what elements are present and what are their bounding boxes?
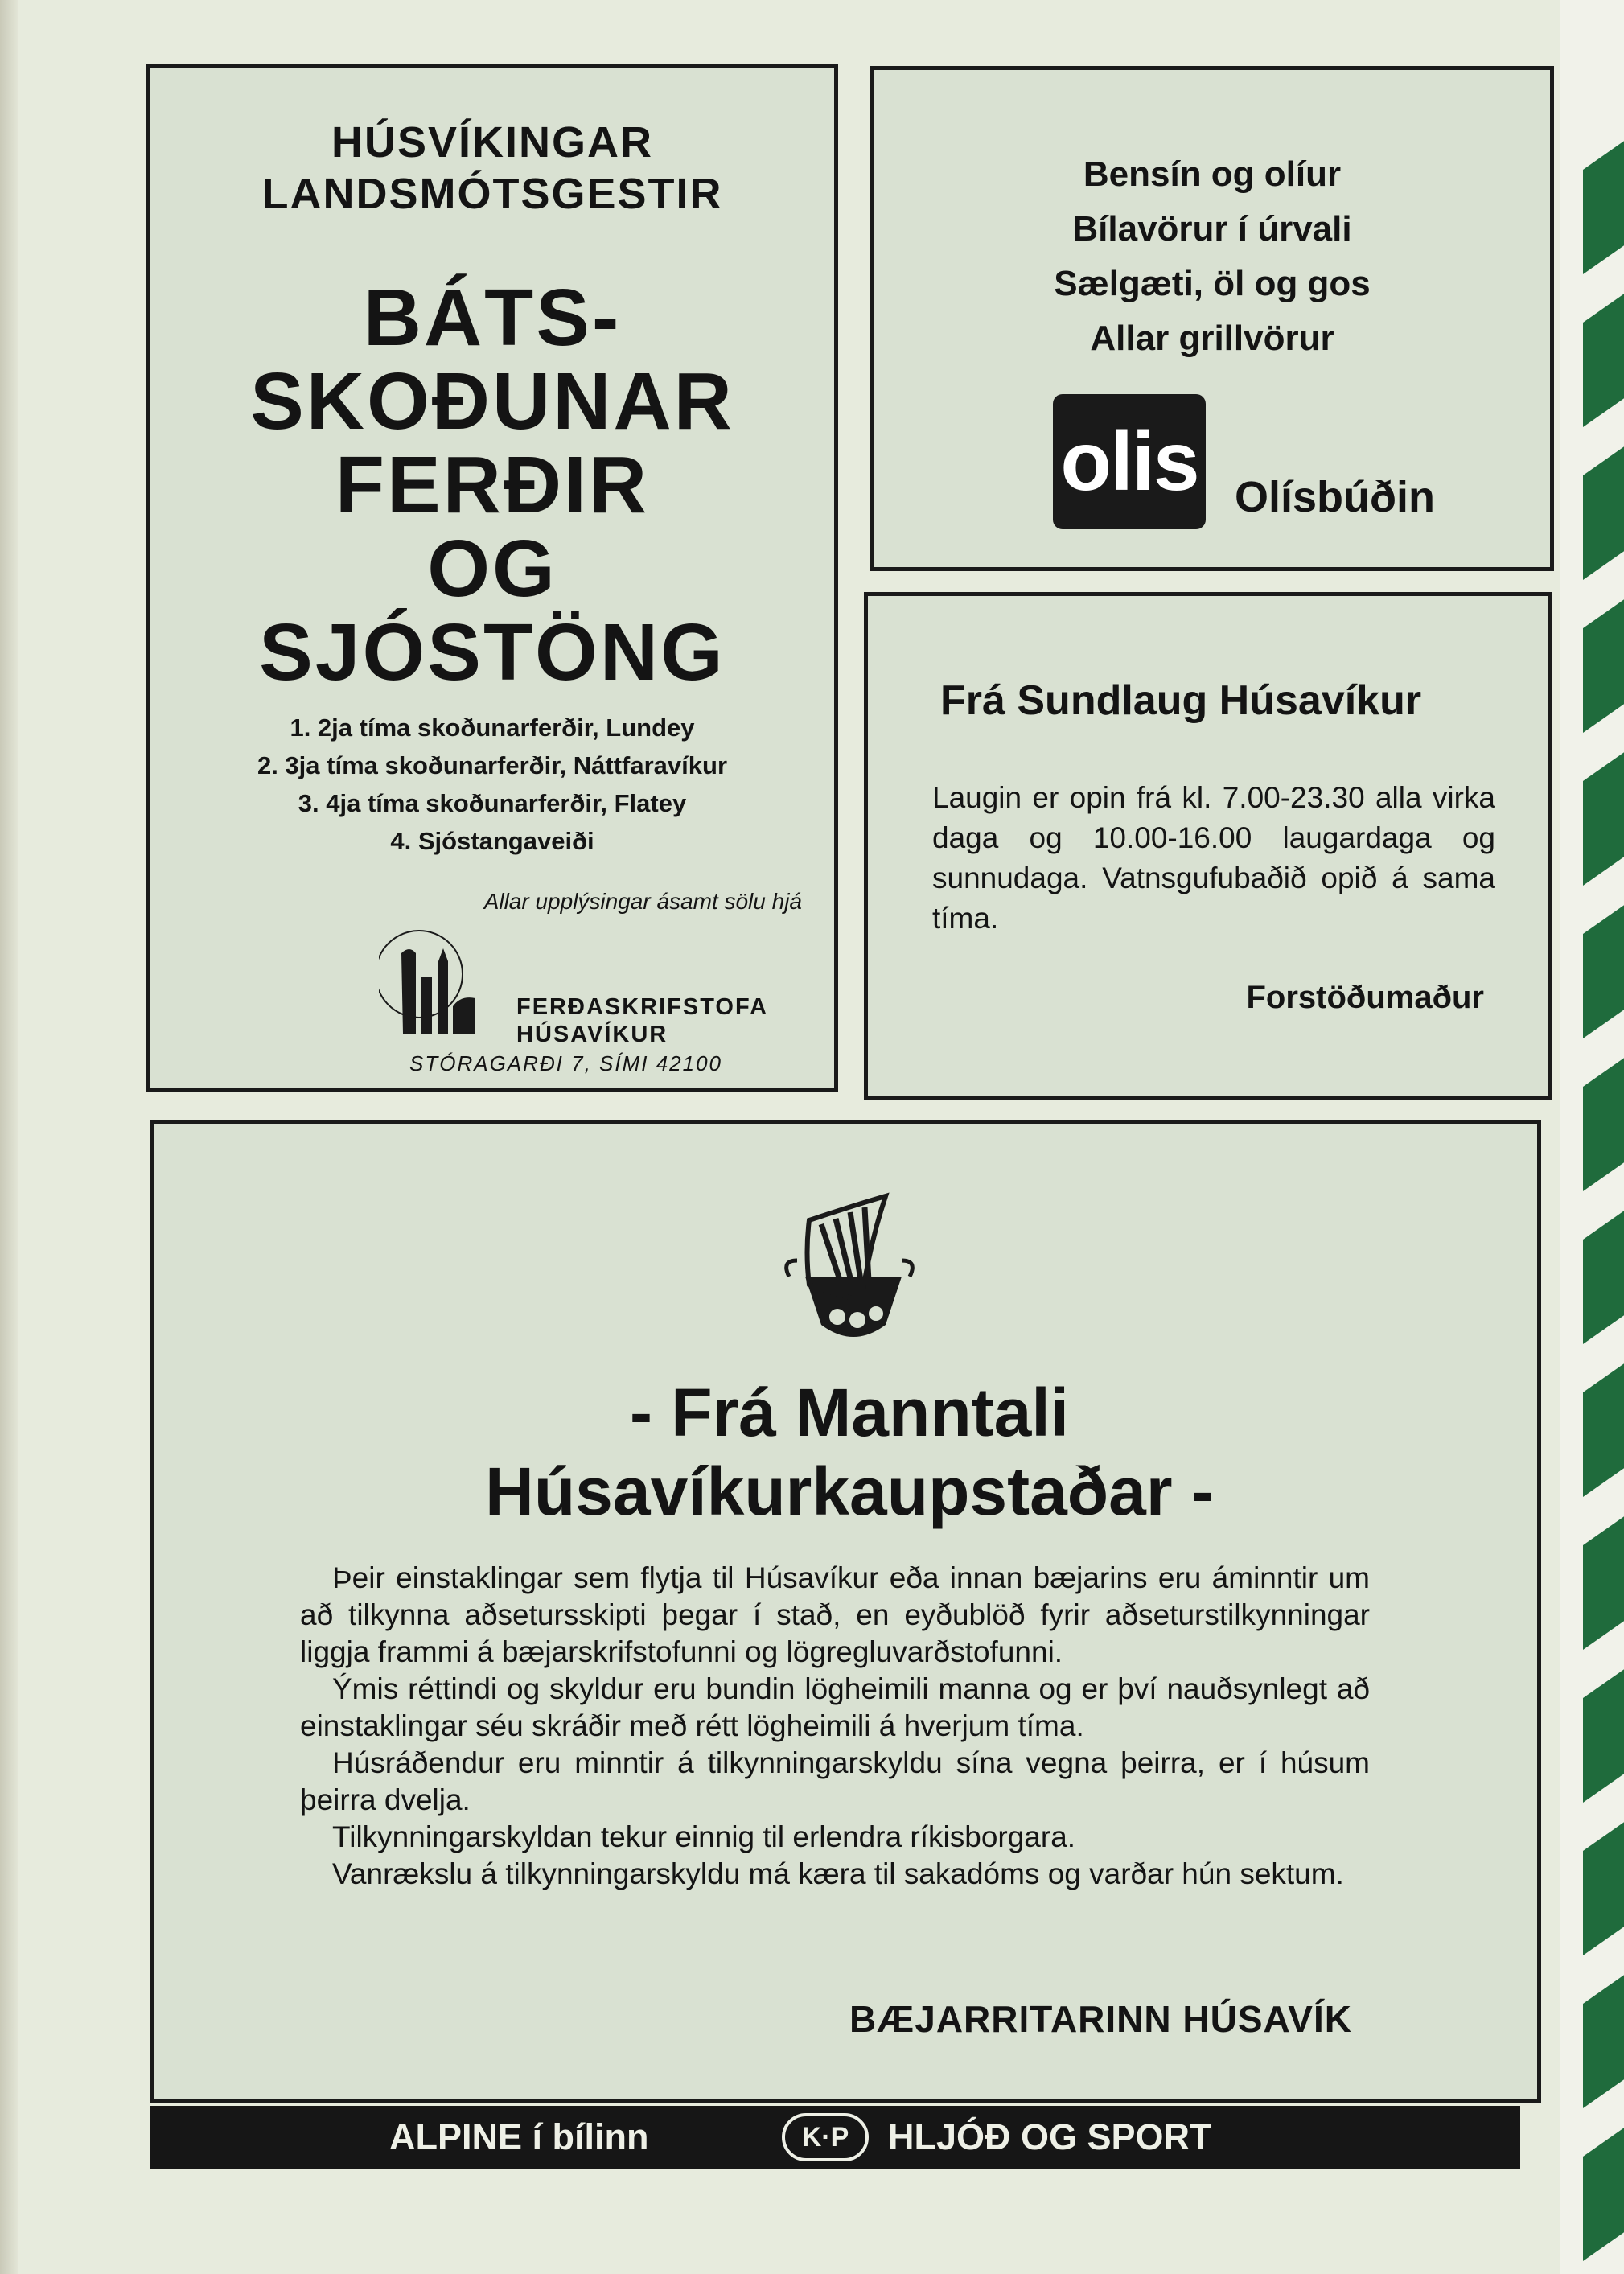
census-paragraph: Ýmis réttindi og skyldur eru bundin lögheimili manna og er því nauðsynlegt að einstaklingar séu skráðir með rétt lögheimili á hverjum tíma. (300, 1672, 1370, 1742)
list-item: 2. 3ja tíma skoðunarferðir, Náttfaravíkur (257, 751, 728, 779)
boat-tour-ad (146, 64, 838, 1092)
pool-hours-text: Laugin er opin frá kl. 7.00-23.30 alla virka daga og 10.00-16.00 laugardaga og sunnudaga. Vatnsgufubaðið opið á sama tíma. (932, 781, 1495, 935)
headline-big-line: SJÓSTÖNG (259, 607, 726, 697)
service-item: Sælgæti, öl og gos (1054, 264, 1371, 303)
list-item: 4. Sjóstangaveiði (390, 827, 594, 855)
shop-name: Olísbúðin (1235, 473, 1435, 521)
headline-line: LANDSMÓTSGESTIR (261, 170, 723, 218)
edge-stripe (1583, 900, 1624, 1038)
census-paragraph: Húsráðendur eru minntir á tilkynningarskyldu sína vegna þeirra, er í húsum þeirra dvelja. (300, 1746, 1370, 1816)
striped-page-edge (1560, 0, 1624, 2274)
census-paragraph: Tilkynningarskyldan tekur einnig til erlendra ríkisborgara. (332, 1820, 1076, 1853)
pool-signature: Forstöðumaður (1246, 980, 1484, 1015)
headline-line: HÚSVÍKINGAR (331, 118, 654, 167)
boat-ad-headline (150, 117, 834, 697)
census-title-line: - Frá Manntali (629, 1375, 1070, 1450)
info-note: Allar upplýsingar ásamt sölu hjá (483, 889, 802, 914)
list-item: 1. 2ja tíma skoðunarferðir, Lundey (290, 713, 695, 742)
edge-stripe (1583, 1970, 1624, 2108)
olis-ad (870, 66, 1554, 571)
edge-stripe (1583, 1053, 1624, 1191)
census-paragraph: Vanrækslu á tilkynningarskyldu má kæra til sakadóms og varðar hún sektum. (332, 1857, 1344, 1890)
edge-stripe (1583, 1664, 1624, 1803)
headline-big-line: BÁTS- (363, 273, 622, 363)
edge-stripe (1583, 2123, 1624, 2261)
edge-stripe (1583, 1359, 1624, 1497)
agency-name-line: FERÐASKRIFSTOFA (516, 994, 769, 1020)
page-gutter (0, 0, 18, 2274)
agency-address: STÓRAGARÐI 7, SÍMI 42100 (409, 1051, 723, 1075)
pool-title: Frá Sundlaug Húsavíkur (940, 677, 1422, 724)
headline-big-line: SKOÐUNAR (250, 356, 734, 446)
edge-stripe (1583, 747, 1624, 886)
census-body (300, 1560, 1370, 1893)
census-paragraph: Þeir einstaklingar sem flytja til Húsavíkur eða innan bæjarins eru áminntir um að tilkynna aðsetursskipti þegar í stað, en eyðublöð fyrir aðseturstilkynningar liggja frammi á bæjarskrifstofunni og lögregluvarðstofunni. (300, 1561, 1370, 1668)
banner-left-text: ALPINE í bílinn (389, 2116, 649, 2157)
edge-stripe (1583, 1817, 1624, 1955)
service-item: Bílavörur í úrvali (1072, 209, 1352, 249)
service-list (874, 147, 1550, 366)
kp-logo: K·P (782, 2113, 869, 2161)
census-title-line: Húsavíkurkaupstaðar - (485, 1454, 1214, 1529)
swimming-pool-ad (864, 592, 1552, 1100)
census-title (154, 1373, 1545, 1531)
service-item: Bensín og olíur (1083, 154, 1342, 194)
edge-stripe (1583, 1206, 1624, 1344)
agency-name (516, 993, 768, 1048)
edge-stripe (1583, 594, 1624, 733)
headline-big-line: OG (427, 524, 557, 614)
viking-ship-logo (773, 1188, 926, 1349)
olis-logo: olis (1053, 394, 1206, 529)
alpine-banner (150, 2106, 1520, 2169)
service-item: Allar grillvörur (1090, 319, 1334, 358)
headline-big-line: FERÐIR (335, 440, 650, 530)
travel-agency-logo (379, 929, 483, 1042)
tour-list (150, 709, 834, 860)
banner-right-text: HLJÓÐ OG SPORT (888, 2116, 1212, 2157)
agency-name-line: HÚSAVÍKUR (516, 1022, 668, 1047)
edge-stripe (1583, 1511, 1624, 1650)
census-notice (150, 1120, 1541, 2103)
list-item: 3. 4ja tíma skoðunarferðir, Flatey (298, 789, 687, 817)
edge-stripe (1583, 289, 1624, 427)
census-signature: BÆJARRITARINN HÚSAVÍK (849, 1998, 1352, 2040)
edge-stripe (1583, 136, 1624, 274)
edge-stripe (1583, 442, 1624, 580)
